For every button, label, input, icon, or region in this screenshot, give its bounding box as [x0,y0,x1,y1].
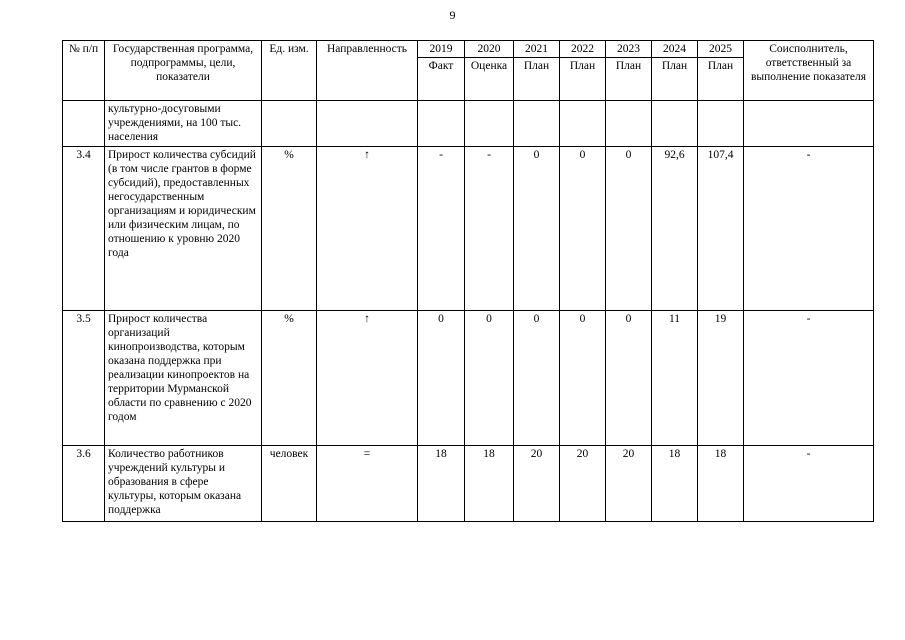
row-num: 3.5 [63,311,105,446]
row-executor [744,101,874,147]
row-direction: ↑ [317,147,418,311]
header-status-2021: План [514,58,560,101]
row-value-2020 [465,101,514,147]
row-value-2025 [698,101,744,147]
header-status-2024: План [652,58,698,101]
row-executor: - [744,147,874,311]
row-value-2019: 0 [418,311,465,446]
row-executor: - [744,446,874,522]
header-year-2025: 2025 [698,41,744,58]
header-year-2019: 2019 [418,41,465,58]
table-row [63,311,874,446]
row-value-2021: 0 [514,311,560,446]
header-unit: Ед. изм. [262,41,317,101]
header-year-2022: 2022 [560,41,606,58]
header-year-2021: 2021 [514,41,560,58]
row-direction [317,101,418,147]
row-value-2020: 18 [465,446,514,522]
header-status-2020: Оценка [465,58,514,101]
header-status-2023: План [606,58,652,101]
row-value-2022 [560,101,606,147]
row-value-2019: 18 [418,446,465,522]
row-value-2024: 18 [652,446,698,522]
row-direction: = [317,446,418,522]
row-program: Количество работников учреждений культуры и образования в сфере культуры, которым оказана поддержка [105,446,262,522]
row-value-2024: 11 [652,311,698,446]
row-value-2022: 20 [560,446,606,522]
header-status-2025: План [698,58,744,101]
row-unit: % [262,147,317,311]
row-value-2019 [418,101,465,147]
row-unit: человек [262,446,317,522]
header-direction: Направленность [317,41,418,101]
header-year-2023: 2023 [606,41,652,58]
header-status-2022: План [560,58,606,101]
row-value-2025: 19 [698,311,744,446]
row-program: Прирост количества организаций кинопроизводства, которым оказана поддержка при реализации кинопроектов на территории Мурманской области по сравнению с 2020 годом [105,311,262,446]
header-num: № п/п [63,41,105,101]
row-num: 3.4 [63,147,105,311]
table-row [63,101,874,147]
row-value-2020: 0 [465,311,514,446]
row-num: 3.6 [63,446,105,522]
row-value-2024: 92,6 [652,147,698,311]
row-value-2025: 18 [698,446,744,522]
table-row [63,446,874,522]
header-program: Государственная программа, подпрограммы, цели, показатели [105,41,262,101]
row-program: культурно-досуговыми учреждениями, на 100 тыс. населения [105,101,262,147]
row-value-2022: 0 [560,311,606,446]
row-value-2023 [606,101,652,147]
row-value-2022: 0 [560,147,606,311]
row-value-2024 [652,101,698,147]
table-row [63,147,874,311]
row-program: Прирост количества субсидий (в том числе грантов в форме субсидий), предоставленных негосударственным организациям и юридическим или физическим лицам, по отношению к уровню 2020 года [105,147,262,311]
indicators-table [62,40,874,522]
row-value-2020: - [465,147,514,311]
header-year-2020: 2020 [465,41,514,58]
row-value-2025: 107,4 [698,147,744,311]
header-executor: Соисполнитель, ответственный за выполнение показателя [744,41,874,101]
row-unit: % [262,311,317,446]
row-value-2021 [514,101,560,147]
row-value-2021: 0 [514,147,560,311]
row-value-2023: 20 [606,446,652,522]
row-direction: ↑ [317,311,418,446]
row-value-2021: 20 [514,446,560,522]
header-year-2024: 2024 [652,41,698,58]
row-executor: - [744,311,874,446]
page-number: 9 [449,8,456,22]
row-value-2023: 0 [606,147,652,311]
row-unit [262,101,317,147]
header-status-2019: Факт [418,58,465,101]
row-value-2019: - [418,147,465,311]
row-value-2023: 0 [606,311,652,446]
row-num [63,101,105,147]
